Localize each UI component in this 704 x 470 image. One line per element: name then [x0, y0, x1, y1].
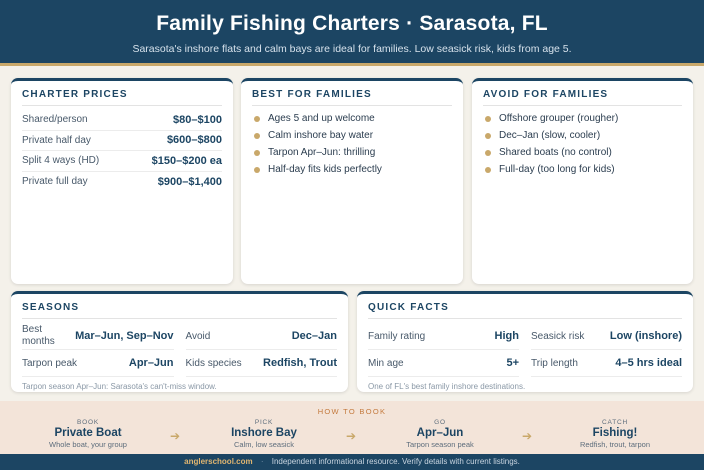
page-title: Family Fishing Charters · Sarasota, FL — [156, 12, 548, 35]
bullet-dot-icon — [254, 150, 260, 156]
booking-step — [199, 419, 329, 449]
booking-step — [375, 419, 505, 449]
avoid-for-families-card — [472, 78, 693, 284]
arrow-right-icon: ➔ — [346, 429, 357, 443]
fact-label: Family rating — [368, 330, 426, 342]
price-label: Shared/person — [22, 114, 88, 126]
season-value: Mar–Jun, Sep–Nov — [75, 330, 174, 342]
bullet-dot-icon — [254, 167, 260, 173]
season-label: Best months — [22, 324, 55, 347]
facts-note: One of FL's best family inshore destinations. — [368, 382, 526, 391]
step-label: BOOK — [77, 419, 99, 426]
seasons-grid — [22, 323, 337, 377]
list-item-text: Calm inshore bay water — [268, 130, 374, 141]
fact-value: Low (inshore) — [609, 330, 682, 342]
charter-prices-title: CHARTER PRICES — [22, 89, 222, 106]
page-footer — [0, 454, 704, 470]
arrow-right-icon: ➔ — [522, 429, 533, 443]
list-item-text: Tarpon Apr–Jun: thrilling — [268, 147, 376, 158]
bullet-dot-icon — [254, 133, 260, 139]
list-item-text: Shared boats (no control) — [499, 147, 612, 158]
step-main: Inshore Bay — [231, 427, 297, 439]
seasons-title: SEASONS — [22, 302, 337, 319]
step-sub: Tarpon season peak — [406, 440, 474, 449]
bullet-dot-icon — [485, 150, 491, 156]
avoid-list — [483, 110, 682, 178]
step-sub: Whole boat, your group — [49, 440, 127, 449]
list-item — [252, 110, 452, 127]
best-for-families-card — [241, 78, 463, 284]
list-item-text: Dec–Jan (slow, cooler) — [499, 130, 601, 141]
avoid-for-families-title: AVOID FOR FAMILIES — [483, 89, 682, 106]
booking-step — [23, 419, 153, 449]
seasons-note: Tarpon season Apr–Jun: Sarasota's can't-miss window. — [22, 382, 217, 391]
fact-label: Seasick risk — [531, 330, 585, 342]
arrow-right-icon: ➔ — [170, 429, 181, 443]
step-sub: Calm, low seasick — [233, 440, 294, 449]
list-item — [483, 127, 682, 144]
fact-value: 4–5 hrs ideal — [615, 357, 682, 369]
step-label: CATCH — [602, 419, 628, 426]
list-item-text: Half-day fits kids perfectly — [268, 164, 382, 175]
bullet-dot-icon — [485, 116, 491, 122]
season-value: Redfish, Trout — [263, 357, 337, 369]
season-cell — [22, 350, 174, 377]
price-value: $150–$200 ea — [151, 154, 222, 167]
fact-cell — [368, 350, 519, 377]
booking-steps — [0, 419, 704, 453]
price-label: Private half day — [22, 134, 91, 146]
price-row — [22, 110, 222, 131]
season-label: Avoid — [185, 330, 211, 342]
list-item-text: Ages 5 and up welcome — [268, 113, 375, 124]
footer-brand-link[interactable]: anglerschool.com — [184, 457, 253, 466]
footer-separator: · — [260, 457, 264, 466]
step-label: GO — [434, 419, 446, 426]
booking-step — [550, 419, 680, 449]
how-to-book-title: HOW TO BOOK — [317, 407, 387, 416]
price-list — [22, 110, 222, 192]
season-cell — [22, 323, 174, 350]
how-to-book-band — [0, 401, 704, 454]
list-item — [252, 127, 452, 144]
list-item-text: Offshore grouper (rougher) — [499, 113, 619, 124]
fact-cell — [368, 323, 519, 350]
step-main: Fishing! — [592, 427, 638, 439]
step-main: Apr–Jun — [416, 427, 464, 439]
step-main: Private Boat — [54, 427, 122, 439]
quick-facts-card — [357, 291, 693, 392]
season-cell — [186, 350, 338, 377]
step-sub: Redfish, trout, tarpon — [579, 440, 651, 449]
price-row — [22, 151, 222, 172]
page-header — [0, 0, 704, 66]
step-label: PICK — [254, 419, 274, 426]
price-value: $80–$100 — [173, 113, 222, 126]
season-label: Kids species — [185, 357, 242, 369]
list-item — [483, 110, 682, 127]
fact-value: 5+ — [506, 357, 519, 369]
list-item-text: Full-day (too long for kids) — [499, 164, 615, 175]
price-label: Private full day — [22, 176, 88, 188]
list-item — [483, 144, 682, 161]
bullet-dot-icon — [254, 116, 260, 122]
fact-cell — [531, 323, 682, 350]
footer-disclaimer: Independent informational resource. Verify details with current listings. — [271, 457, 520, 466]
price-row — [22, 172, 222, 193]
page-subtitle: Sarasota's inshore flats and calm bays are ideal for families. Low seasick risk, kids from age 5. — [132, 43, 572, 55]
season-value: Apr–Jun — [128, 357, 174, 369]
quick-facts-title: QUICK FACTS — [368, 302, 682, 319]
best-for-families-title: BEST FOR FAMILIES — [252, 89, 452, 106]
seasons-card — [11, 291, 348, 392]
season-value: Dec–Jan — [291, 330, 337, 342]
list-item — [252, 161, 452, 178]
list-item — [483, 161, 682, 178]
season-cell — [186, 323, 338, 350]
price-value: $900–$1,400 — [157, 175, 222, 188]
season-label: Tarpon peak — [22, 357, 78, 369]
price-value: $600–$800 — [166, 134, 222, 147]
fact-cell — [531, 350, 682, 377]
bullet-dot-icon — [485, 133, 491, 139]
bullet-dot-icon — [485, 167, 491, 173]
fact-value: High — [494, 330, 519, 342]
fact-label: Min age — [368, 357, 404, 369]
fact-label: Trip length — [531, 357, 578, 369]
best-list — [252, 110, 452, 178]
price-row — [22, 131, 222, 152]
charter-prices-card — [11, 78, 233, 284]
list-item — [252, 144, 452, 161]
facts-grid — [368, 323, 682, 377]
price-label: Split 4 ways (HD) — [22, 155, 100, 167]
